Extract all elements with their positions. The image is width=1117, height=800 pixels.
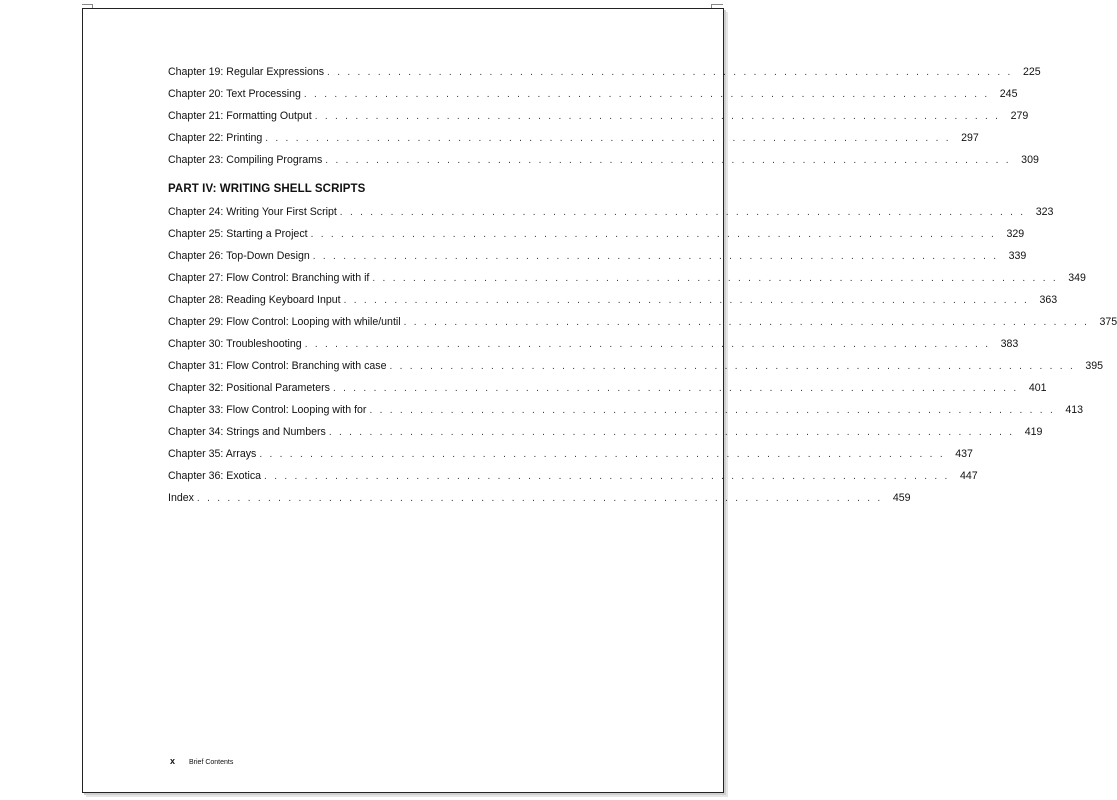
toc-entry-title: Chapter 32: Positional Parameters <box>168 382 330 394</box>
toc-entry-title: Chapter 20: Text Processing <box>168 88 301 100</box>
toc-entry <box>168 105 1029 127</box>
toc-entry-title: Chapter 36: Exotica <box>168 470 262 482</box>
dot-leader: . . . . . . . . . . . . . . . . . . . . . . . . . . . . . . . . . . . . . . . . . . . . . . . . . . . . . . . . . . . . . . . . . . . . <box>327 67 1013 78</box>
toc-entry <box>168 61 1041 83</box>
toc-entry-page: 395 <box>1085 360 1104 372</box>
toc-entry-page: 459 <box>892 492 911 504</box>
dot-leader: . . . . . . . . . . . . . . . . . . . . . . . . . . . . . . . . . . . . . . . . . . . . . . . . . . . . . . . . . . . . . . . . . . . . <box>403 317 1090 328</box>
toc-entry-page: 297 <box>961 132 979 144</box>
dot-leader: . . . . . . . . . . . . . . . . . . . . . . . . . . . . . . . . . . . . . . . . . . . . . . . . . . . . . . . . . . . . . . . . . . . . <box>369 405 1056 416</box>
dot-leader: . . . . . . . . . . . . . . . . . . . . . . . . . . . . . . . . . . . . . . . . . . . . . . . . . . . . . . . . . . . . . . . . . . . . <box>328 427 1015 438</box>
toc-entry-title: Chapter 30: Troubleshooting <box>168 338 302 350</box>
dot-leader: . . . . . . . . . . . . . . . . . . . . . . . . . . . . . . . . . . . . . . . . . . . . . . . . . . . . . . . . . . . . . . . . . . . . <box>314 111 1001 122</box>
part-heading: PART IV: WRITING SHELL SCRIPTS <box>168 183 366 195</box>
dot-leader: . . . . . . . . . . . . . . . . . . . . . . . . . . . . . . . . . . . . . . . . . . . . . . . . . . . . . . . . . . . . . . . . . . . . <box>310 229 997 240</box>
toc-entry <box>168 333 1019 355</box>
toc-entry-title: Chapter 28: Reading Keyboard Input <box>168 294 341 306</box>
page-footer <box>170 756 233 766</box>
dot-leader: . . . . . . . . . . . . . . . . . . . . . . . . . . . . . . . . . . . . . . . . . . . . . . . . . . . . . . . . . . . . . . . . . . . . <box>312 251 999 262</box>
page-folio: x <box>170 756 176 766</box>
toc-entry-title: Chapter 35: Arrays <box>168 448 257 460</box>
toc-entry-title: Chapter 27: Flow Control: Branching with if <box>168 272 370 284</box>
toc-entry-page: 225 <box>1022 66 1041 78</box>
toc-entry <box>168 149 1039 171</box>
toc-entry <box>168 355 1104 377</box>
toc-entry <box>168 223 1025 245</box>
toc-entry <box>168 443 973 465</box>
toc-entry <box>168 311 1117 333</box>
toc-entry-page: 413 <box>1065 404 1084 416</box>
toc-entry <box>168 399 1084 421</box>
toc-entry <box>168 83 1018 105</box>
dot-leader: . . . . . . . . . . . . . . . . . . . . . . . . . . . . . . . . . . . . . . . . . . . . . . . . . . . . . . . . . . . . . . . . . . . . <box>343 295 1030 306</box>
toc-entry-page: 447 <box>959 470 978 482</box>
running-head: Brief Contents <box>189 759 234 766</box>
toc-entry <box>168 421 1043 443</box>
dot-leader: . . . . . . . . . . . . . . . . . . . . . . . . . . . . . . . . . . . . . . . . . . . . . . . . . . . . . . . . . . . . . . . . . . . . <box>332 383 1019 394</box>
toc-entry-title: Chapter 29: Flow Control: Looping with while/until <box>168 316 401 328</box>
dot-leader: . . . . . . . . . . . . . . . . . . . . . . . . . . . . . . . . . . . . . . . . . . . . . . . . . . . . . . . . . . . . . . . . . . . . <box>264 471 950 482</box>
dot-leader: . . . . . . . . . . . . . . . . . . . . . . . . . . . . . . . . . . . . . . . . . . . . . . . . . . . . . . . . . . . . . . . . . . . . <box>389 361 1076 372</box>
toc-entry-title: Chapter 24: Writing Your First Script <box>168 206 337 218</box>
toc-entry-title: Chapter 22: Printing <box>168 132 263 144</box>
toc-entry-title: Chapter 34: Strings and Numbers <box>168 426 326 438</box>
dot-leader: . . . . . . . . . . . . . . . . . . . . . . . . . . . . . . . . . . . . . . . . . . . . . . . . . . . . . . . . . . . . . . . . . . . . <box>303 89 990 100</box>
toc-entry-page: 309 <box>1021 154 1039 166</box>
toc-entry <box>168 289 1058 311</box>
toc-entry <box>168 267 1086 289</box>
toc-entry-page: 375 <box>1099 316 1117 328</box>
document-page <box>82 8 1117 793</box>
toc-entry <box>168 465 978 487</box>
toc-entry-page: 419 <box>1024 426 1043 438</box>
toc-entry-title: Chapter 33: Flow Control: Looping with for <box>168 404 367 416</box>
dot-leader: . . . . . . . . . . . . . . . . . . . . . . . . . . . . . . . . . . . . . . . . . . . . . . . . . . . . . . . . . . . . . . . . . . . . <box>372 273 1058 284</box>
dot-leader: . . . . . . . . . . . . . . . . . . . . . . . . . . . . . . . . . . . . . . . . . . . . . . . . . . . . . . . . . . . . . . . . . . . . <box>265 133 951 144</box>
toc-entry-page: 363 <box>1039 294 1058 306</box>
toc-entry-page: 401 <box>1028 382 1047 394</box>
toc-entry-page: 329 <box>1006 228 1025 240</box>
toc-entry-page: 279 <box>1010 110 1029 122</box>
toc-entry-page: 437 <box>955 448 973 460</box>
toc-entry <box>168 201 1054 223</box>
dot-leader: . . . . . . . . . . . . . . . . . . . . . . . . . . . . . . . . . . . . . . . . . . . . . . . . . . . . . . . . . . . . . . . . . . . . <box>339 207 1026 218</box>
toc-entry-title: Chapter 23: Compiling Programs <box>168 154 323 166</box>
toc-entry-title: Chapter 31: Flow Control: Branching with case <box>168 360 387 372</box>
toc-entry-page: 339 <box>1008 250 1027 262</box>
toc-entry <box>168 487 911 509</box>
dot-leader: . . . . . . . . . . . . . . . . . . . . . . . . . . . . . . . . . . . . . . . . . . . . . . . . . . . . . . . . . . . . . . . . . . . . <box>304 339 991 350</box>
toc-entry-title: Chapter 19: Regular Expressions <box>168 66 325 78</box>
toc-entry-page: 349 <box>1068 272 1086 284</box>
toc-entry-title: Index <box>168 492 194 504</box>
toc-entry-title: Chapter 26: Top-Down Design <box>168 250 310 262</box>
dot-leader: . . . . . . . . . . . . . . . . . . . . . . . . . . . . . . . . . . . . . . . . . . . . . . . . . . . . . . . . . . . . . . . . . . . . <box>325 155 1011 166</box>
toc-entry-page: 383 <box>1000 338 1019 350</box>
table-of-contents <box>168 61 1117 509</box>
toc-entry <box>168 127 979 149</box>
toc-entry-page: 245 <box>999 88 1018 100</box>
toc-entry-page: 323 <box>1035 206 1054 218</box>
dot-leader: . . . . . . . . . . . . . . . . . . . . . . . . . . . . . . . . . . . . . . . . . . . . . . . . . . . . . . . . . . . . . . . . . . . . <box>259 449 945 460</box>
toc-entry-title: Chapter 25: Starting a Project <box>168 228 308 240</box>
toc-entry <box>168 245 1027 267</box>
dot-leader: . . . . . . . . . . . . . . . . . . . . . . . . . . . . . . . . . . . . . . . . . . . . . . . . . . . . . . . . . . . . . . . . . . . . <box>196 493 883 504</box>
toc-entry-title: Chapter 21: Formatting Output <box>168 110 312 122</box>
toc-entry <box>168 377 1047 399</box>
